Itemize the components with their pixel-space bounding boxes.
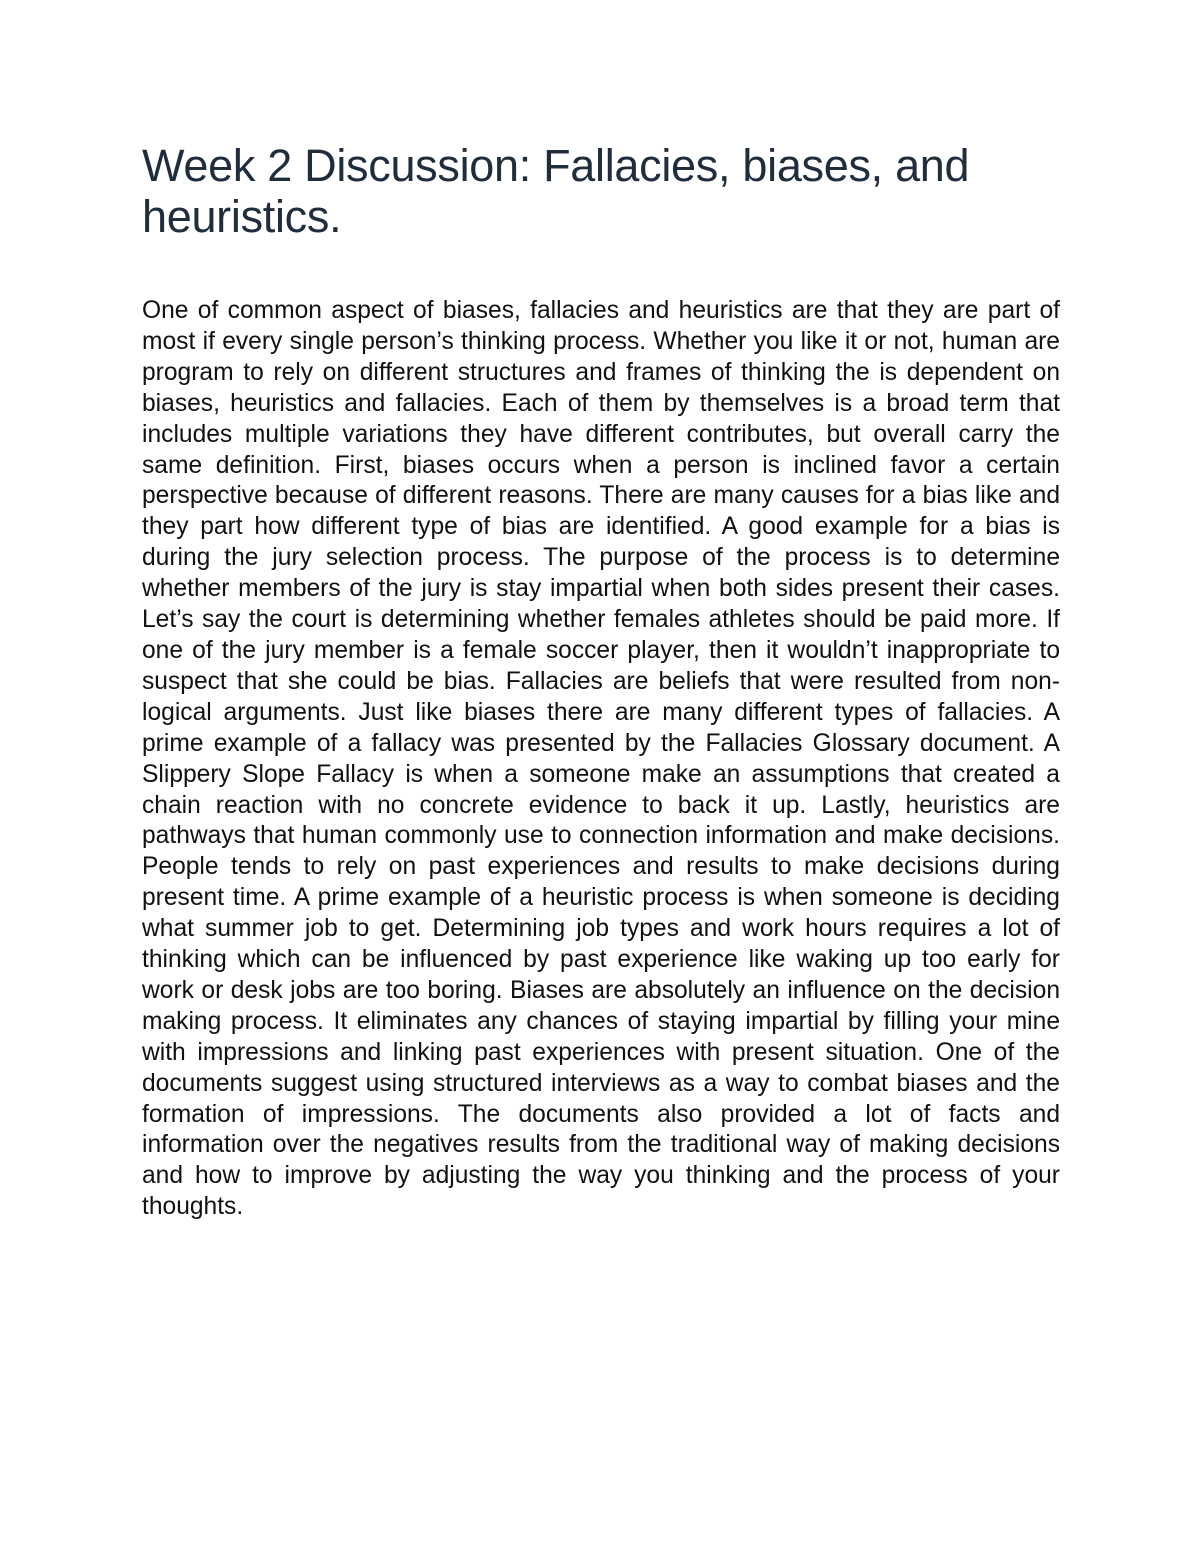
document-title: Week 2 Discussion: Fallacies, biases, and heuristics. [142, 140, 970, 242]
document-body-paragraph: One of common aspect of biases, fallacies and heuristics are that they are part of most if every single person’s thinking process. Whether you like it or not, human are program to rely on different structures and frames of thinking the is dependent on biases, heuristics and fallacies. Each of them by themselves is a broad term that includes multiple variations they have different contributes, but overall carry the same definition. First, biases occurs when a person is inclined favor a certain perspective because of different reasons. There are many causes for a bias like and they part how different type of bias are identified. A good example for a bias is during the jury selection process. The purpose of the process is to determine whether members of the jury is stay impartial when both sides present their cases. Let’s say the court is determining whether females athletes should be paid more. If one of the jury member is a female soccer player, then it wouldn’t inappropriate to suspect that she could be bias. Fallacies are beliefs that were resulted from non-logical arguments. Just like biases there are many different types of fallacies. A prime example of a fallacy was presented by the Fallacies Glossary document. A Slippery Slope Fallacy is when a someone make an assumptions that created a chain reaction with no concrete evidence to back it up. Lastly, heuristics are pathways that human commonly use to connection information and make decisions. People tends to rely on past experiences and results to make decisions during present time. A prime example of a heuristic process is when someone is deciding what summer job to get. Determining job types and work hours requires a lot of thinking which can be influenced by past experience like waking up too early for work or desk jobs are too boring. Biases are absolutely an influence on the decision making process. It eliminates any chances of staying impartial by filling your mine with impressions and linking past experiences with present situation. One of the documents suggest using structured interviews as a way to combat biases and the formation of impressions. The documents also provided a lot of facts and information over the negatives results from the traditional way of making decisions and how to improve by adjusting the way you thinking and the process of your thoughts. [142, 297, 1060, 1221]
